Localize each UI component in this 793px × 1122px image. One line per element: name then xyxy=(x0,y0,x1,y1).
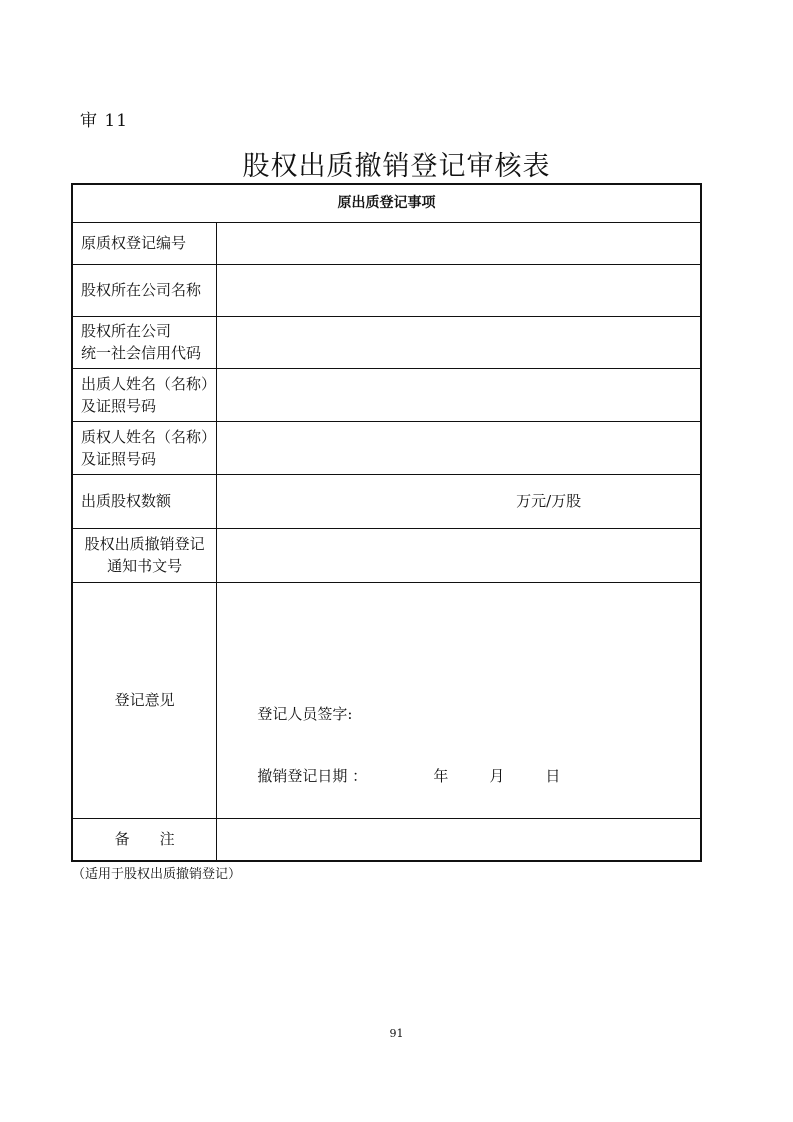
month-label: 月 xyxy=(489,766,505,785)
label-line: 原质权登记编号 xyxy=(81,234,187,252)
applicability-note: （适用于股权出质撤销登记） xyxy=(72,867,242,882)
row-pledged-amount xyxy=(72,474,701,528)
label-pledge-registration-number xyxy=(72,222,217,264)
day-label: 日 xyxy=(545,766,561,785)
label-line: 股权所在公司名称 xyxy=(81,281,202,299)
cancellation-date-label: 撤销登记日期 ： xyxy=(257,766,368,785)
field-company-name[interactable] xyxy=(217,264,701,316)
field-registration-opinion[interactable] xyxy=(217,582,701,818)
review-form-table xyxy=(71,183,702,862)
label-pledgee xyxy=(72,421,217,474)
label-line: 及证照号码 xyxy=(81,396,157,415)
label-line: 及证照号码 xyxy=(81,449,157,468)
label-line: 股权出质撤销登记 xyxy=(84,535,205,553)
row-notice-number xyxy=(72,528,701,582)
form-code: 审 11 xyxy=(80,111,129,131)
label-line: 出质人姓名（名称） xyxy=(81,374,217,393)
label-notice-number xyxy=(72,528,217,582)
row-credit-code xyxy=(72,316,701,368)
label-remarks: 备注 xyxy=(72,818,217,861)
signature-line xyxy=(257,703,352,725)
field-remarks[interactable] xyxy=(217,818,701,861)
year-label: 年 xyxy=(433,766,449,785)
field-credit-code[interactable] xyxy=(217,316,701,368)
label-line: 通知书文号 xyxy=(107,557,183,575)
row-pledge-registration-number xyxy=(72,222,701,264)
form-title: 股权出质撤销登记审核表 xyxy=(242,151,551,182)
section-header-row xyxy=(72,184,701,222)
label-registration-opinion: 登记意见 xyxy=(72,582,217,818)
label-line: 股权所在公司 xyxy=(81,322,172,340)
field-pledge-registration-number[interactable] xyxy=(217,222,701,264)
label-pledgor xyxy=(72,368,217,421)
row-remarks xyxy=(72,818,701,861)
cancellation-date-line xyxy=(257,765,601,787)
label-pledged-amount xyxy=(72,474,217,528)
label-line: 统一社会信用代码 xyxy=(81,344,202,362)
row-pledgor xyxy=(72,368,701,421)
page-number: 91 xyxy=(389,1027,404,1040)
section-header: 原出质登记事项 xyxy=(72,184,701,222)
row-pledgee xyxy=(72,421,701,474)
row-registration-opinion xyxy=(72,582,701,818)
field-pledgee[interactable] xyxy=(217,421,701,474)
label-credit-code xyxy=(72,316,217,368)
label-company-name xyxy=(72,264,217,316)
signature-label: 登记人员签字: xyxy=(257,704,353,723)
label-line: 出质股权数额 xyxy=(81,492,172,510)
row-company-name xyxy=(72,264,701,316)
field-notice-number[interactable] xyxy=(217,528,701,582)
label-line: 质权人姓名（名称） xyxy=(81,427,217,446)
field-pledged-amount[interactable]: 万元/万股 xyxy=(217,474,701,528)
field-pledgor[interactable] xyxy=(217,368,701,421)
